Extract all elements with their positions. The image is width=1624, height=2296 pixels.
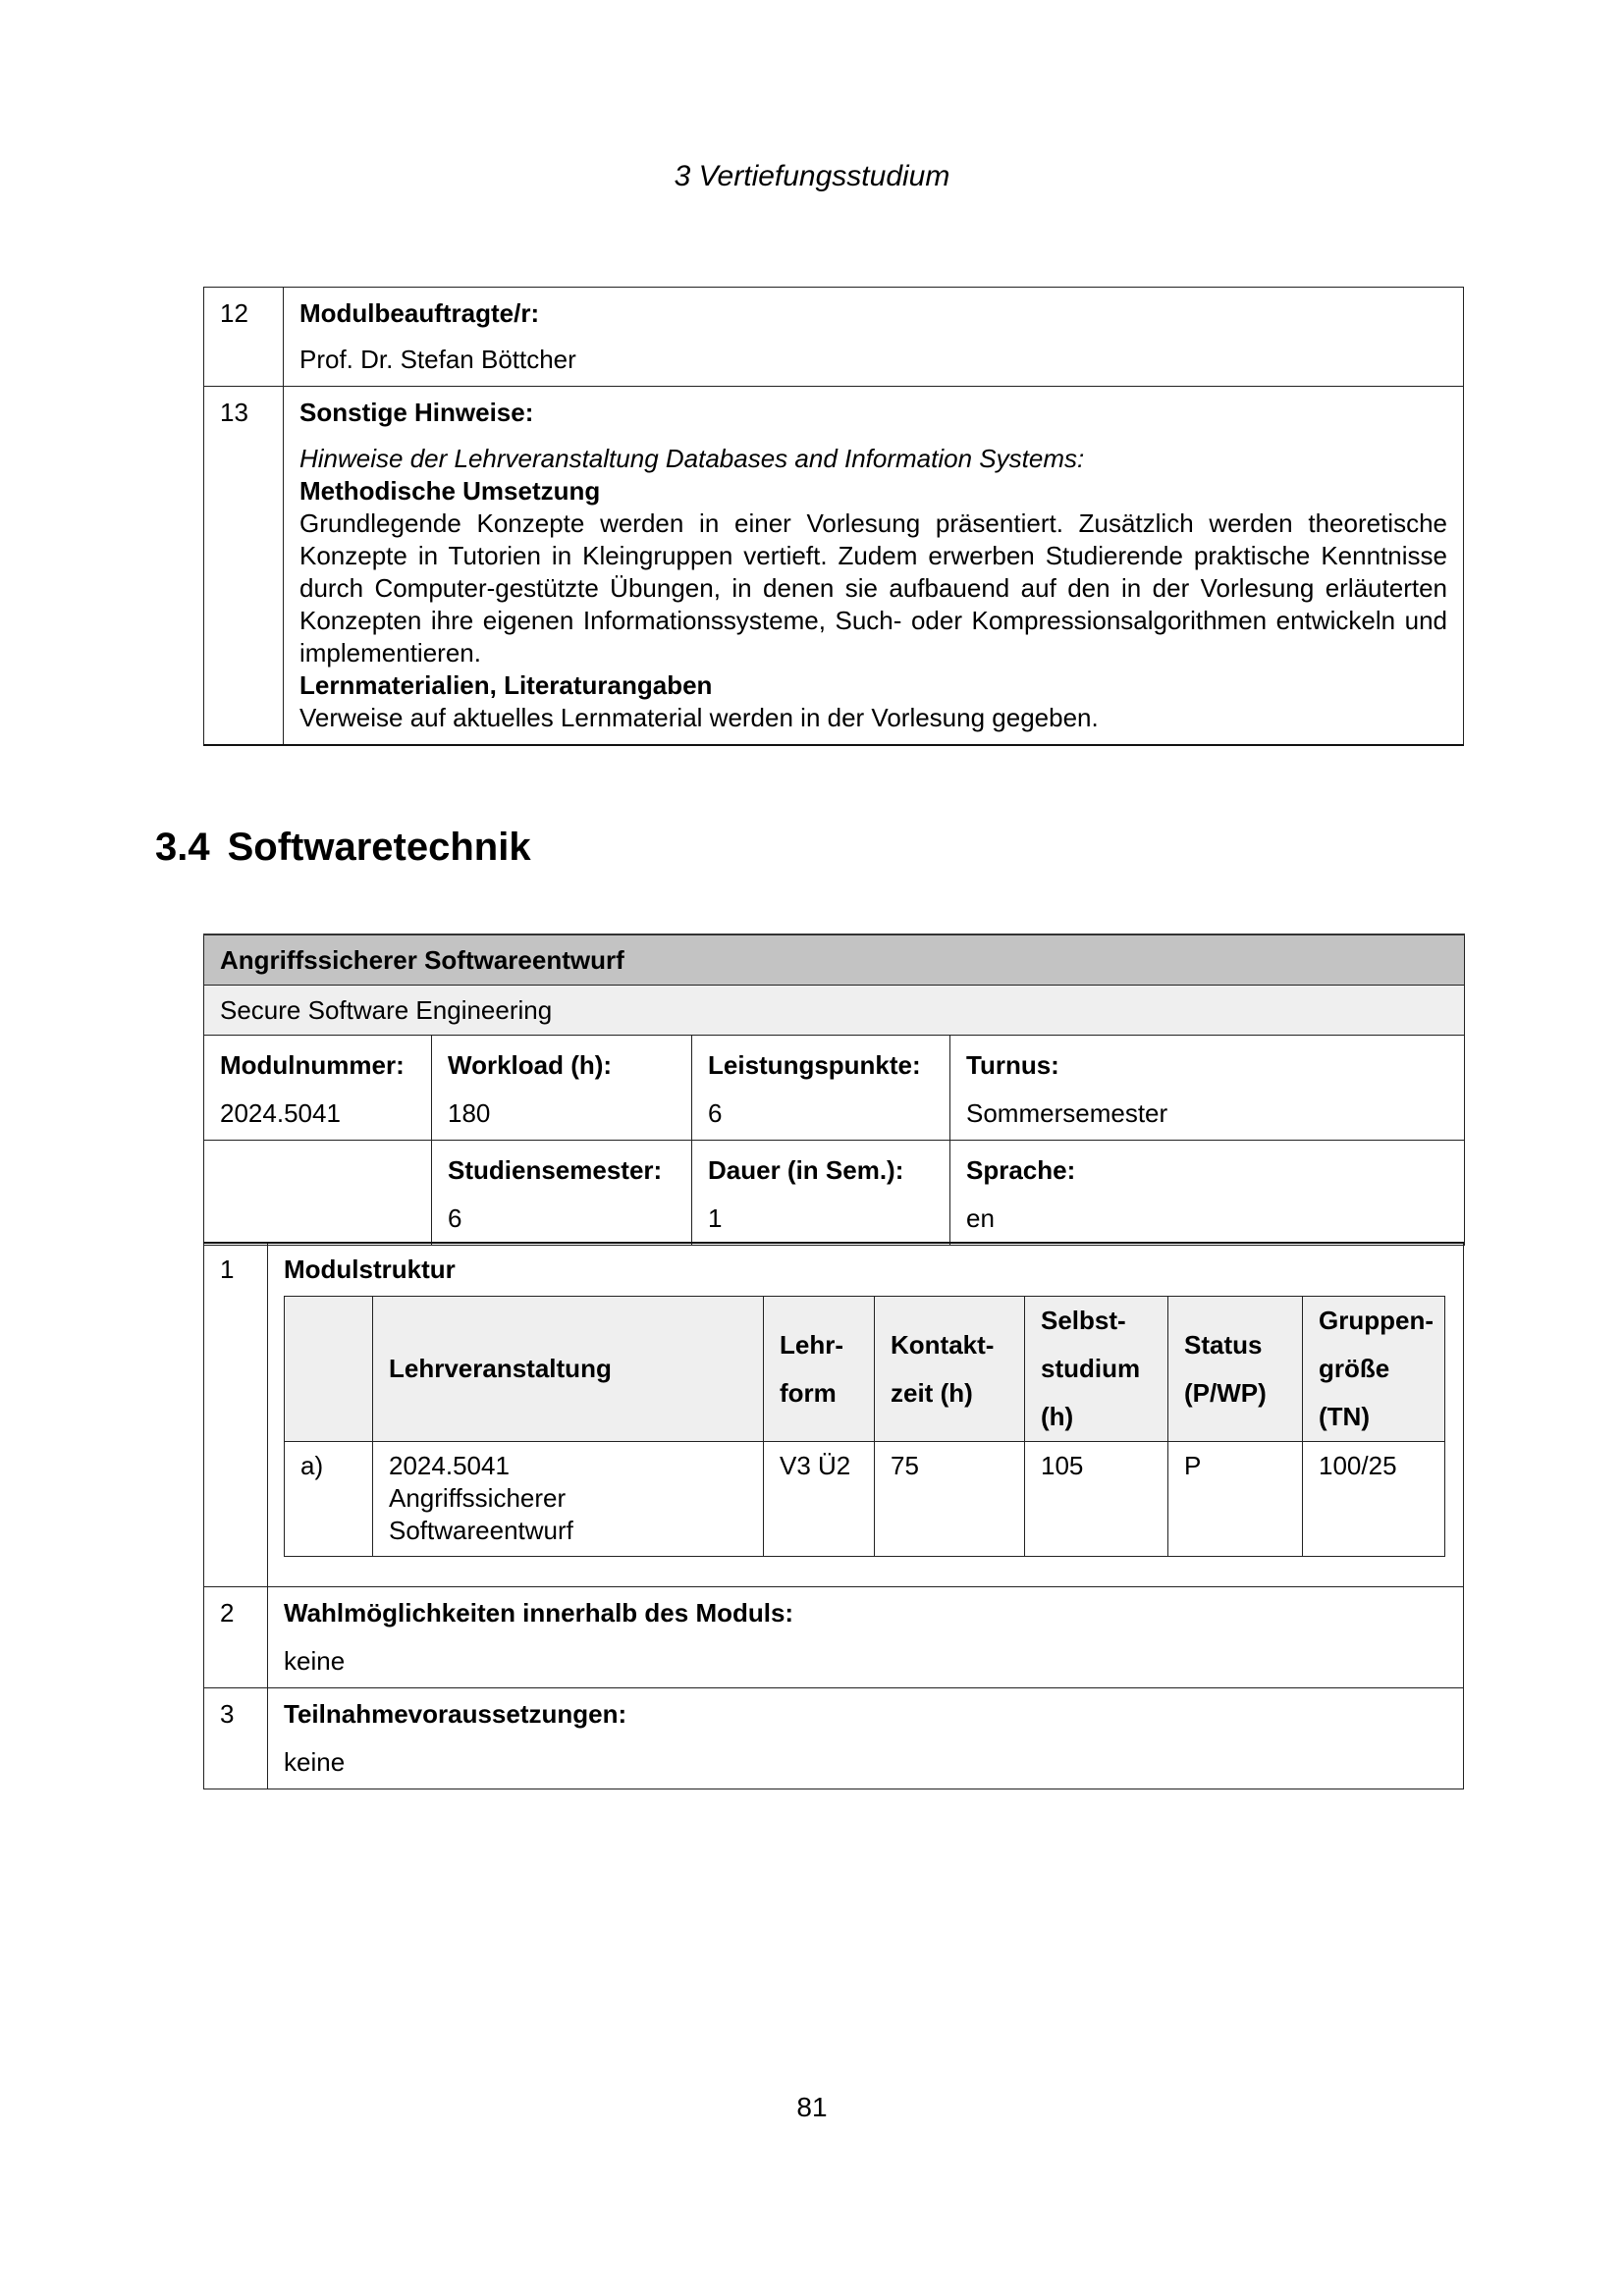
column-header: Status (P/WP) [1168, 1297, 1303, 1442]
course-lehrform: V3 Ü2 [764, 1442, 875, 1557]
row-text: keine [284, 1646, 346, 1676]
workload-value: 180 [448, 1098, 491, 1128]
row-label: Modulbeauftragte/r: [299, 298, 540, 328]
turnus-value: Sommersemester [966, 1098, 1168, 1128]
turnus-cell: Turnus: Sommersemester [950, 1036, 1465, 1141]
row-label: Wahlmöglichkeiten innerhalb des Moduls: [284, 1598, 794, 1628]
row-number: 2 [204, 1587, 268, 1688]
hint-heading-materials: Lernmaterialien, Literaturangaben [299, 670, 713, 700]
column-header: Kontakt- zeit (h) [875, 1297, 1025, 1442]
hint-methods-text: Grundlegende Konzepte werden in einer Vorlesung präsentiert. Zusätzlich werden theoretische Konzepte in Tutorien in Kleingruppen vertieft. Zudem erwerben Studierende praktische Kenntnisse durch Computer-gestützte Übungen, in denen sie aufbauend auf den in der Vorlesung erläuterten Konzepten ihre eigenen Informationssysteme, Such- oder Kompressionsalgorithmen entwickeln und implementieren. [299, 508, 1447, 667]
course-number: 2024.5041 [389, 1451, 510, 1480]
hint-materials-text: Verweise auf aktuelles Lernmaterial werden in der Vorlesung gegeben. [299, 703, 1099, 732]
dauer-cell: Dauer (in Sem.): 1 [692, 1141, 950, 1246]
course-header-row [285, 1297, 1445, 1442]
hint-intro: Hinweise der Lehrveranstaltung Databases and Information Systems: [299, 444, 1085, 473]
row-text: Prof. Dr. Stefan Böttcher [299, 345, 576, 374]
dauer-value: 1 [708, 1203, 723, 1233]
table-row [204, 1587, 1464, 1688]
page-number: 81 [796, 2092, 828, 2122]
module-title-english: Secure Software Engineering [204, 986, 1465, 1036]
table-row [204, 1688, 1464, 1789]
table-row [204, 288, 1464, 387]
studiensemester-cell: Studiensemester: 6 [432, 1141, 692, 1246]
row-number: 1 [204, 1243, 268, 1587]
module-title: Angriffssicherer Softwareentwurf [204, 934, 1465, 986]
row-number: 13 [204, 387, 284, 746]
section-title: Softwaretechnik [227, 826, 531, 869]
column-header: Lehr- form [764, 1297, 875, 1442]
column-header: Gruppen- größe (TN) [1303, 1297, 1445, 1442]
hint-heading-methods: Methodische Umsetzung [299, 476, 601, 506]
row-label: Teilnahmevoraussetzungen: [284, 1699, 627, 1729]
course-selbststudium: 105 [1025, 1442, 1168, 1557]
row-text: keine [284, 1747, 346, 1777]
row-label: Sonstige Hinweise: [299, 398, 534, 427]
column-header: Selbst- studium (h) [1025, 1297, 1168, 1442]
empty-cell [204, 1141, 432, 1246]
table-row [204, 1243, 1464, 1587]
row-number: 3 [204, 1688, 268, 1789]
sprache-value: en [966, 1203, 995, 1233]
course-gruppengroesse: 100/25 [1303, 1442, 1445, 1557]
section-number: 3.4 [155, 826, 210, 869]
column-header: Lehrveranstaltung [373, 1297, 764, 1442]
table-row [204, 387, 1464, 746]
row-number: 12 [204, 288, 284, 387]
modulnummer-cell: Modulnummer: 2024.5041 [204, 1036, 432, 1141]
workload-cell: Workload (h): 180 [432, 1036, 692, 1141]
studiensemester-value: 6 [448, 1203, 462, 1233]
course-row [285, 1442, 1445, 1557]
course-index: a) [285, 1442, 373, 1557]
leistungspunkte-value: 6 [708, 1098, 723, 1128]
modulnummer-value: 2024.5041 [220, 1098, 341, 1128]
blank-header [285, 1297, 373, 1442]
module-structure-table [203, 1242, 1464, 1789]
row-label: Modulstruktur [284, 1255, 456, 1284]
module-header-table [203, 934, 1465, 1246]
course-name: Angriffssicherer Softwareentwurf [389, 1483, 573, 1545]
running-head: 3 Vertiefungsstudium [674, 160, 950, 192]
course-status: P [1168, 1442, 1303, 1557]
course-kontaktzeit: 75 [875, 1442, 1025, 1557]
course-table [284, 1296, 1445, 1557]
module-info-table-continued [203, 287, 1464, 746]
leistungspunkte-cell: Leistungspunkte: 6 [692, 1036, 950, 1141]
sprache-cell: Sprache: en [950, 1141, 1465, 1246]
section-heading [155, 823, 531, 872]
